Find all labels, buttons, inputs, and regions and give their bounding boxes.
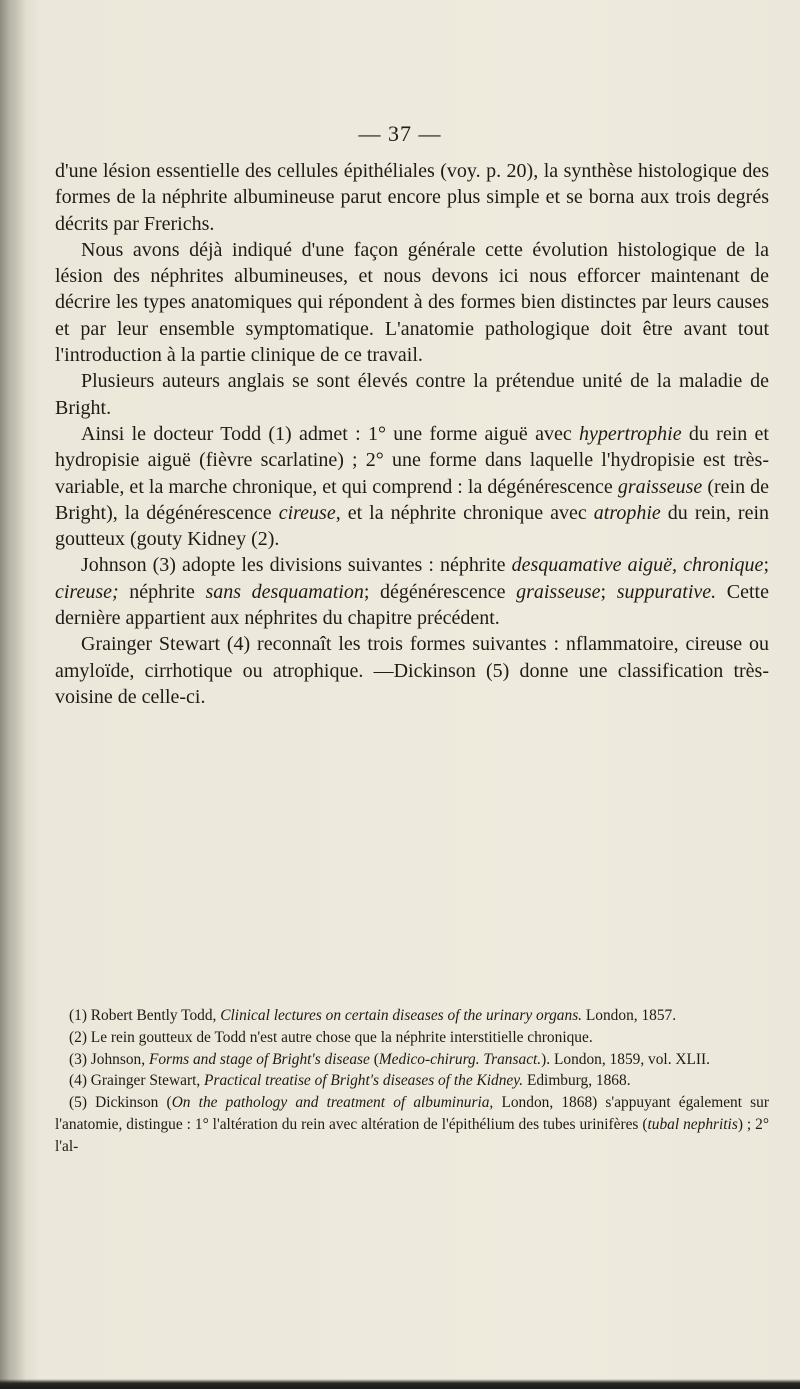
footnote-2: (2) Le rein goutteux de Todd n'est autre chose que la néphrite interstitielle chronique. — [69, 1028, 593, 1046]
paragraph-4 — [55, 421, 769, 552]
paragraph-2: Nous avons déjà indiqué d'une façon générale cette évolution histologique de la lésion des néphrites albumineuses, et nous devons ici nous efforcer maintenant de décrire les types anatomiques qui répondent à des formes bien distinctes par leurs causes et par leur ensemble symptomatique. L'anatomie pathologique doit être avant tout l'introduction à la partie clinique de ce travail. — [55, 238, 769, 367]
p4-italic-graisseuse: graisseuse — [617, 475, 703, 498]
fn4-text-a: (4) Grainger Stewart, — [69, 1072, 205, 1090]
footnote-5 — [55, 1092, 769, 1157]
fn1-text-a: (1) Robert Bently Todd, — [69, 1007, 221, 1024]
p5-italic-graisseuse: graisseuse — [516, 580, 601, 603]
fn3-italic-title: Forms and stage of Bright's disease — [148, 1050, 370, 1068]
scan-edge-shadow — [0, 1379, 800, 1389]
fn3-italic-journal: Medico-chirurg. Transact. — [378, 1050, 542, 1068]
fn3-text-a: (3) Johnson, — [69, 1050, 149, 1068]
paragraph-3: Plusieurs auteurs anglais se sont élevés contre la prétendue unité de la maladie de Bright. — [55, 370, 769, 419]
footnote-3 — [55, 1049, 769, 1071]
p5-italic-cireuse: cireuse; — [55, 580, 119, 603]
fn4-italic-title: Practical treatise of Bright's diseases of the Kidney. — [204, 1072, 524, 1090]
fn3-text-e: ). London, 1859, vol. XLII. — [541, 1050, 711, 1068]
paragraph-6: Grainger Stewart (4) reconnaît les trois formes suivantes : nflammatoire, cireuse ou amyloïde, cirrhotique ou atrophique. —Dickinson (5) donne une classification très-voisine de celle-ci. — [55, 633, 769, 708]
body-text — [55, 158, 769, 710]
p5-text-g: ; dégénérescence — [363, 580, 517, 603]
page-number: — 37 — — [358, 121, 442, 146]
p5-italic-sans-desquamation: sans desquamation — [205, 580, 364, 603]
p4-italic-atrophie: atrophie — [593, 501, 661, 524]
fn1-italic-title: Clinical lectures on certain diseases of the urinary organs. — [220, 1007, 583, 1024]
p4-text-g: , et la néphrite chronique avec — [335, 501, 594, 524]
p5-text-c: ; — [763, 554, 769, 577]
fn4-text-c: Edimburg, 1868. — [523, 1072, 631, 1090]
binding-shadow — [0, 0, 26, 1389]
p4-italic-cireuse: cireuse — [278, 501, 336, 524]
fn3-text-c: ( — [369, 1050, 379, 1068]
fn5-text-e: ) ; 2° l'al- — [55, 1115, 769, 1155]
fn5-text-c: London, 1868) s'appuyant également sur l'anatomie, distingue : 1° l'altération du rein avec altération de l'épithélium des tubes urinifères ( — [55, 1094, 769, 1133]
p4-text-a: Ainsi le docteur Todd (1) admet : 1° une forme aiguë avec — [81, 422, 580, 445]
footnote-1 — [55, 1005, 769, 1027]
p4-text-i: du rein, rein goutteux (gouty Kidney (2). — [55, 501, 770, 551]
footnotes — [55, 1005, 769, 1158]
paragraph-5 — [55, 552, 769, 631]
p4-text-e: (rein de Bright), la dégénérescence — [55, 475, 769, 524]
fn5-text-a: (5) Dickinson ( — [69, 1094, 172, 1112]
p5-italic-desquamative: desquamative aiguë, chronique — [511, 554, 764, 577]
fn5-italic-title: On the pathology and treatment of albuminuria, — [171, 1094, 494, 1112]
footnote-4 — [55, 1070, 769, 1092]
fn5-italic-term: tubal nephritis — [647, 1115, 738, 1133]
fn1-text-c: London, 1857. — [582, 1007, 677, 1024]
paragraph-1: d'une lésion essentielle des cellules épithéliales (voy. p. 20), la synthèse histologique des formes de la néphrite albumineuse parut encore plus simple et se borna aux trois degrés décrits par Frerichs. — [55, 160, 769, 235]
p5-text-i: ; — [600, 580, 617, 603]
p4-italic-hypertrophie: hypertrophie — [579, 422, 682, 445]
p5-text-k: Cette dernière appartient aux néphrites du chapitre précédent. — [55, 580, 769, 630]
p5-text-e: néphrite — [118, 580, 206, 603]
p5-text-a: Johnson (3) adopte les divisions suivantes : néphrite — [81, 554, 512, 577]
p5-italic-suppurative: suppurative. — [616, 580, 717, 603]
p4-text-c: du rein et hydropisie aiguë (fièvre scarlatine) ; 2° une forme dans laquelle l'hydropisie est très-variable, et la marche chronique, et qui comprend : la dégénérescence — [55, 422, 769, 498]
